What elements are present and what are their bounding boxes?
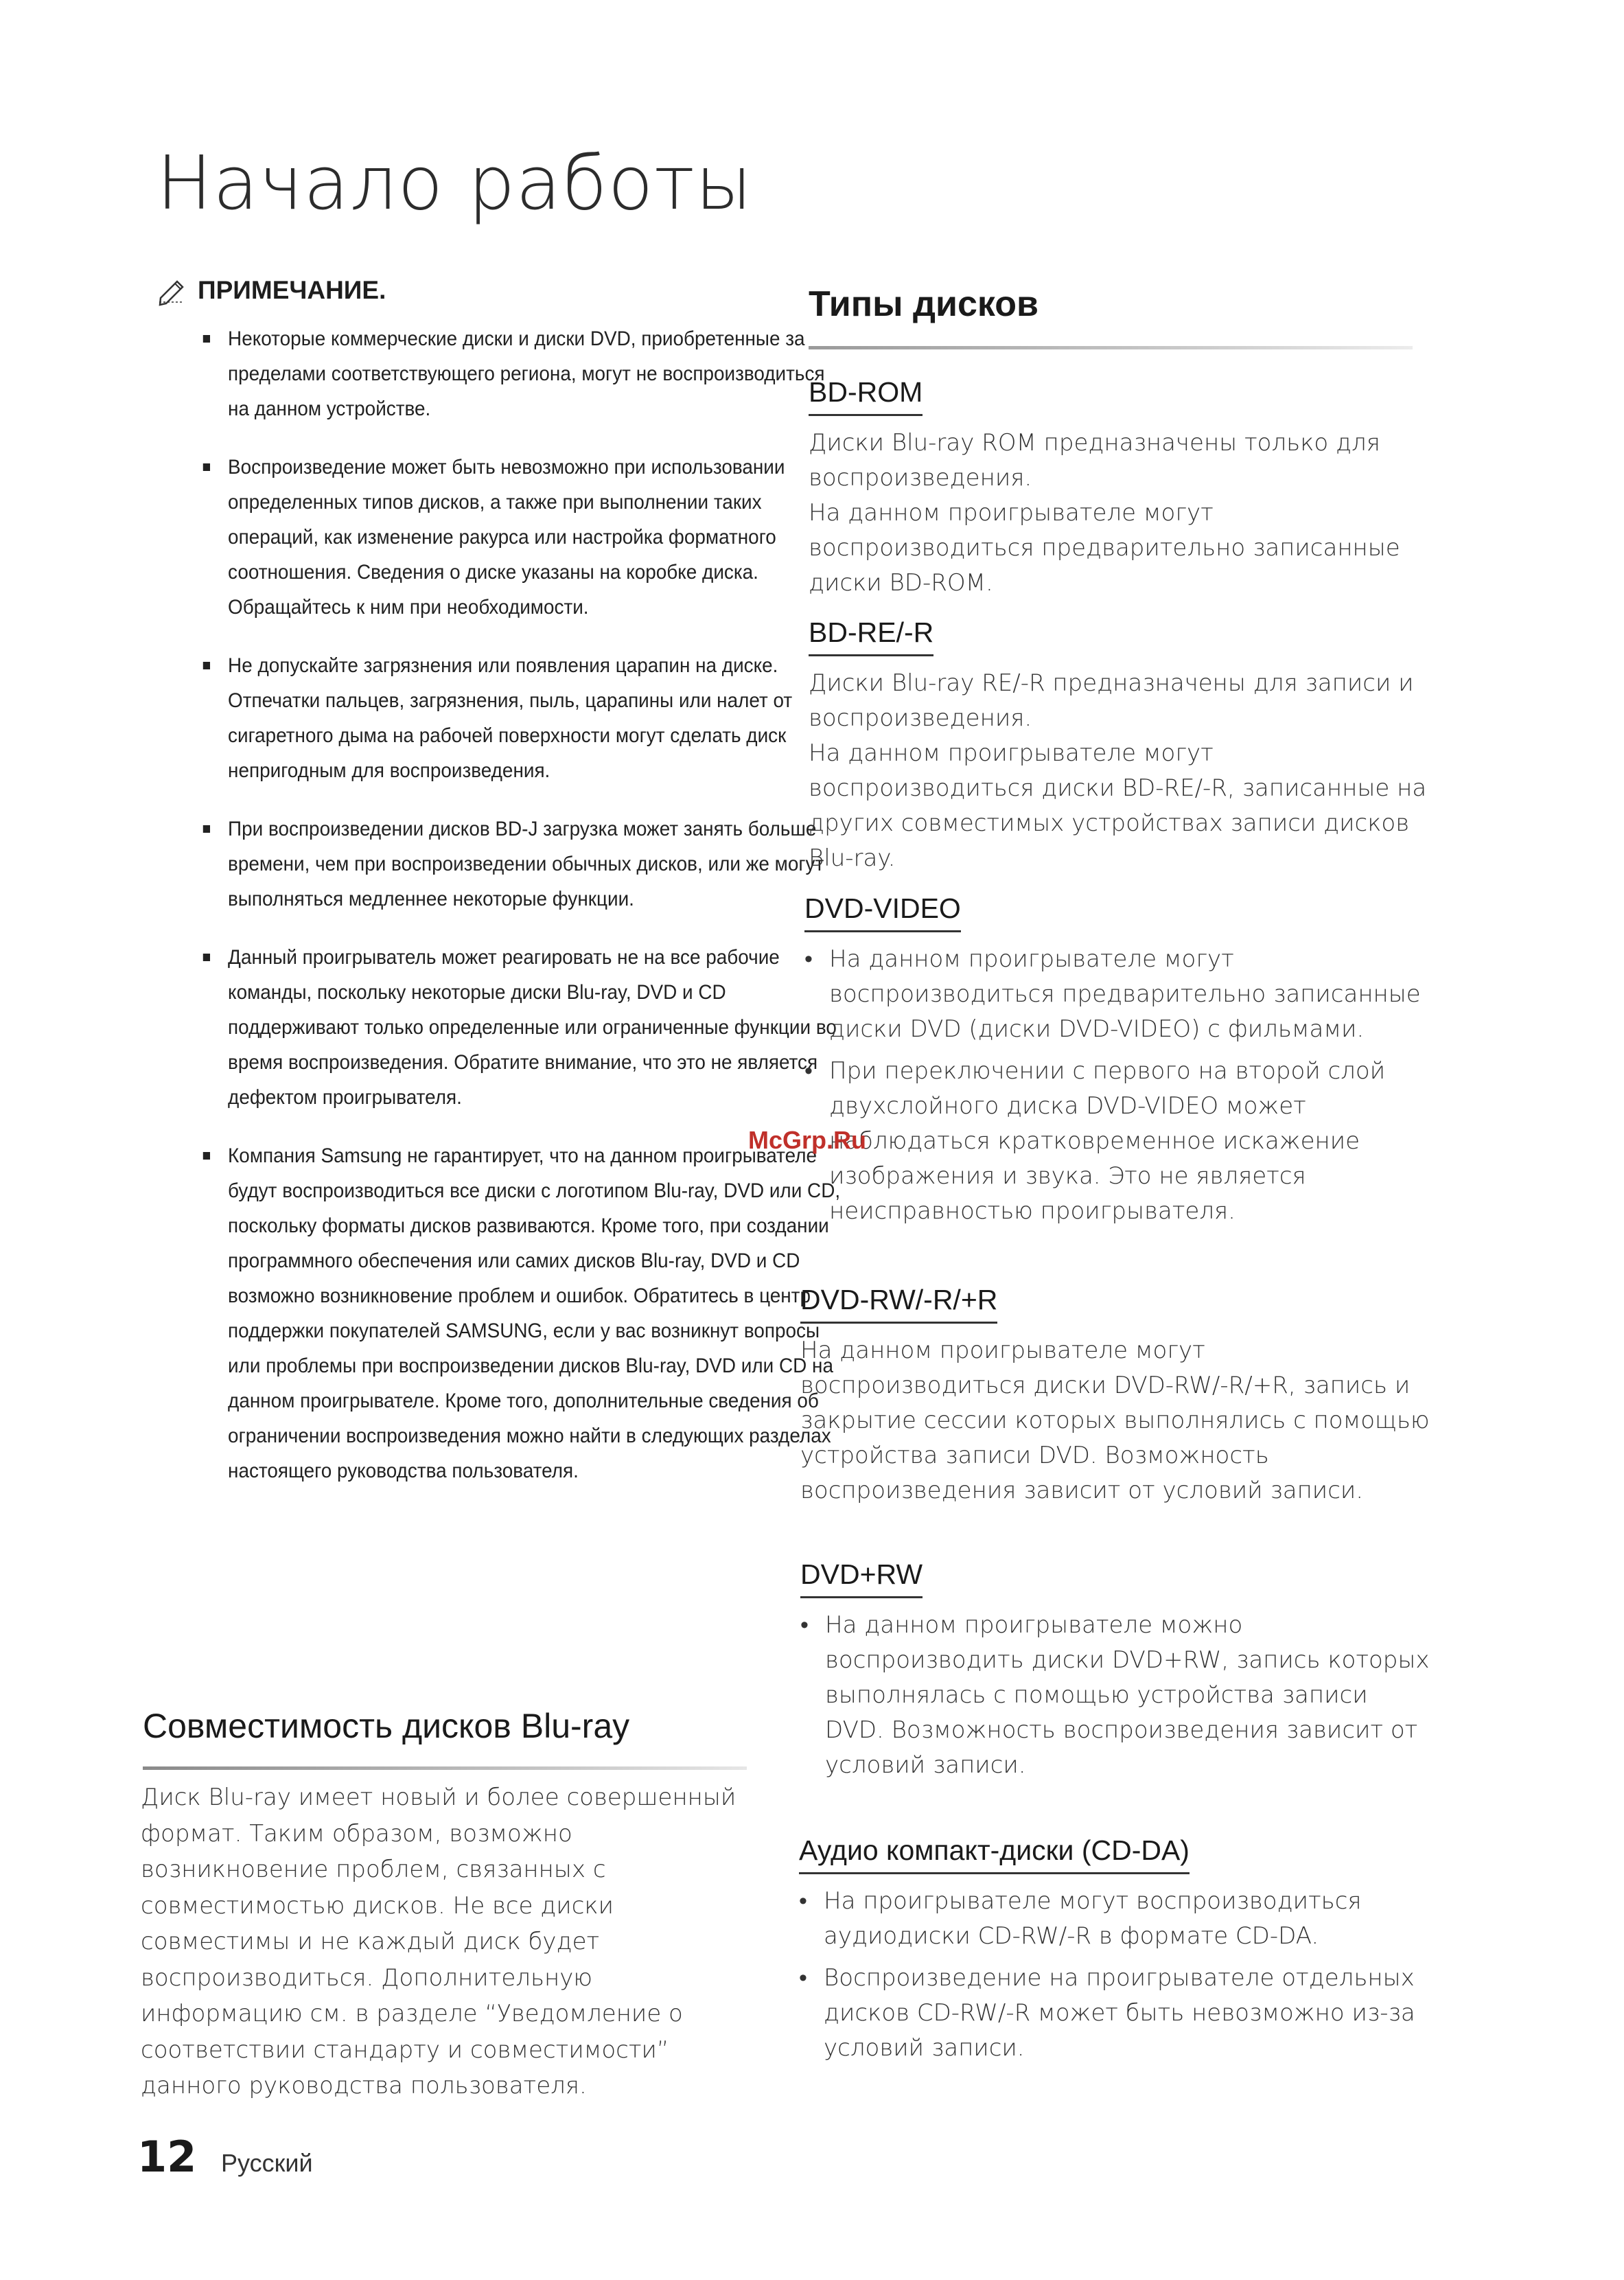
section-divider (143, 1766, 747, 1770)
bullet-list (799, 1884, 1430, 2066)
section-dvd-rw (800, 1284, 1432, 1508)
paragraph: На данном проигрывателе могут воспроизводиться предварительно записанные диски BD-ROM. (809, 499, 1400, 597)
section-bd-re (809, 617, 1440, 876)
note-header-label: ПРИМЕЧАНИЕ. (198, 276, 386, 304)
section-heading: DVD-VIDEO (804, 893, 961, 932)
list-item: • На проигрывателе могут воспроизводиться аудиодиски CD-RW/-R в формате CD-DA. (799, 1884, 1430, 1954)
list-item: Некоторые коммерческие диски и диски DVD, приобретенные за пределами соответствующего региона, могут не воспроизводиться на данном устройстве. (137, 321, 847, 426)
section-heading: DVD-RW/-R/+R (800, 1284, 997, 1324)
page-title: Начало работы (156, 141, 753, 227)
list-item: • На данном проигрывателе могут воспроизводиться предварительно записанные диски DVD (диски DVD-VIDEO) с фильмами. (804, 942, 1436, 1047)
section-heading: BD-RE/-R (809, 617, 933, 656)
paragraph: На данном проигрывателе могут воспроизводиться диски DVD-RW/-R/+R, запись и закрытие сессии которых выполнялись с помощью устройства записи DVD. Возможность воспроизведения зависит от условий записи. (800, 1337, 1430, 1504)
section-cd-da (799, 1834, 1430, 2073)
list-item: • Воспроизведение на проигрывателе отдельных дисков CD-RW/-R может быть невозможно из-за условий записи. (799, 1961, 1430, 2066)
section-heading: Аудио компакт-диски (CD-DA) (799, 1834, 1190, 1874)
page-number: 12 (137, 2132, 197, 2182)
list-item: • При переключении с первого на второй слой двухслойного диска DVD-VIDEO может наблюдаться кратковременное искажение изображения и звука. Это не является неисправностью проигрывателя. (804, 1054, 1436, 1229)
bullet-list (804, 942, 1436, 1229)
section-bd-rom (809, 376, 1440, 601)
list-item: • На данном проигрывателе можно воспроизводить диски DVD+RW, запись которых выполнялась с помощью устройства записи DVD. Возможность воспроизведения зависит от условий записи. (800, 1608, 1432, 1783)
watermark: McGrp.Ru (748, 1126, 867, 1154)
list-item: Не допускайте загрязнения или появления царапин на диске. Отпечатки пальцев, загрязнения, пыль, царапины или налет от сигаретного дыма на рабочей поверхности могут сделать диск непригодным для воспроизведения. (137, 648, 847, 788)
types-title: Типы дисков (809, 284, 1039, 324)
section-heading: DVD+RW (800, 1558, 923, 1598)
bullet-list (800, 1608, 1432, 1783)
section-dvd-video (804, 893, 1436, 1236)
list-item: При воспроизведении дисков BD-J загрузка может занять больше времени, чем при воспроизведении обычных дисков, или же могут выполняться медленнее некоторые функции. (137, 811, 847, 917)
compat-body: Диск Blu-ray имеет новый и более совершенный формат. Таким образом, возможно возникновение проблем, связанных с совместимостью дисков. Не все диски совместимы и не каждый диск будет воспроизводиться. Дополнительную информацию см. в разделе “Уведомление о соответствии стандарту и совместимости” данного руководства пользователя. (141, 1784, 736, 2099)
compat-title: Совместимость дисков Blu-ray (143, 1707, 630, 1745)
paragraph: Диски Blu-ray RE/-R предназначены для записи и воспроизведения. (809, 669, 1414, 732)
section-dvd-plus-rw (800, 1558, 1432, 1790)
paragraph: Диски Blu-ray ROM предназначены только для воспроизведения. (809, 429, 1380, 492)
paragraph: На данном проигрывателе могут воспроизводиться диски BD-RE/-R, записанные на других совместимых устройствах записи дисков Blu-ray. (809, 739, 1427, 872)
list-item: Данный проигрыватель может реагировать не на все рабочие команды, поскольку некоторые диски Blu-ray, DVD и CD поддерживают только определенные или ограниченные функции во время воспроизведения. Обратите внимание, что это не является дефектом проигрывателя. (137, 940, 847, 1115)
pencil-note-icon (156, 275, 188, 306)
section-divider (809, 346, 1413, 349)
page-language: Русский (221, 2149, 313, 2177)
list-item: Воспроизведение может быть невозможно при использовании определенных типов дисков, а также при выполнении таких операций, как изменение ракурса или настройка форматного соотношения. Сведения о диске указаны на коробке диска. Обращайтесь к ним при необходимости. (137, 450, 847, 625)
note-header (156, 275, 762, 306)
section-heading: BD-ROM (809, 376, 923, 416)
list-item: Компания Samsung не гарантирует, что на данном проигрывателе будут воспроизводиться все диски с логотипом Blu-ray, DVD или CD, поскольку форматы дисков развиваются. Кроме того, при создании программного обеспечения или самих дисков Blu-ray, DVD и CD возможно возникновение проблем и ошибок. Обратитесь в центр поддержки покупателей SAMSUNG, если у вас возникнут вопросы или проблемы при воспроизведении дисков Blu-ray, DVD или CD на данном проигрывателе. Кроме того, дополнительные сведения об ограничении воспроизведения можно найти в следующих разделах настоящего руководства пользователя. (137, 1138, 847, 1488)
